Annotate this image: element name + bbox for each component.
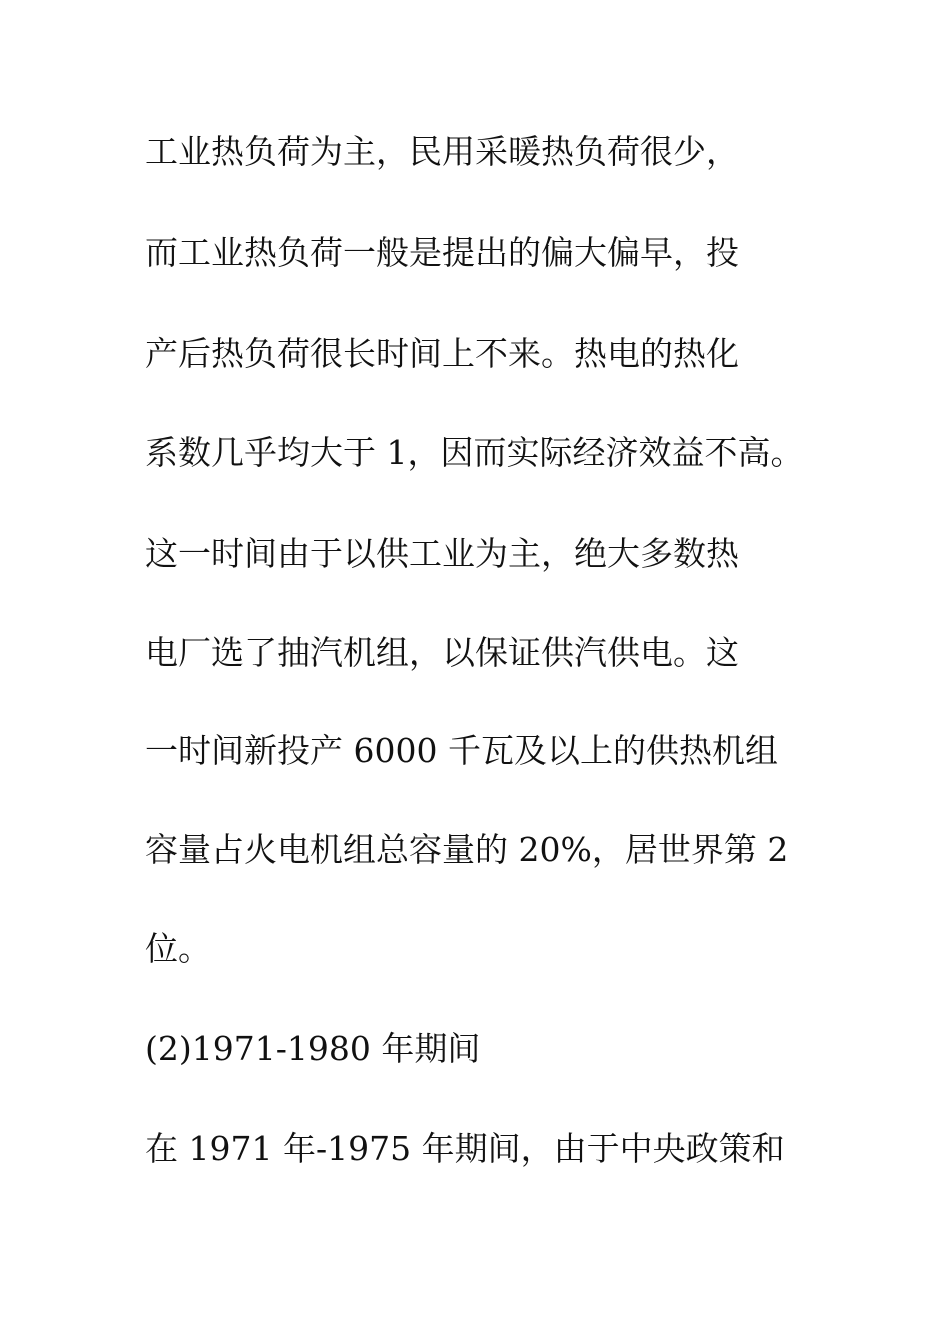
- paragraph-line: 电厂选了抽汽机组，以保证供汽供电。这: [145, 633, 739, 672]
- paragraph-line: 位。: [145, 929, 211, 968]
- paragraph-line: 这一时间由于以供工业为主，绝大多数热: [145, 534, 739, 573]
- paragraph-line: 系数几乎均大于 1，因而实际经济效益不高。: [145, 433, 804, 472]
- paragraph-line: 而工业热负荷一般是提出的偏大偏早，投: [145, 233, 739, 272]
- section-heading: (2)1971-1980 年期间: [145, 1029, 481, 1068]
- paragraph-line: 工业热负荷为主，民用采暖热负荷很少，: [145, 132, 739, 171]
- paragraph-line: 一时间新投产 6000 千瓦及以上的供热机组: [145, 731, 778, 770]
- paragraph-line: 产后热负荷很长时间上不来。热电的热化: [145, 334, 739, 373]
- paragraph-line: 在 1971 年-1975 年期间，由于中央政策和: [145, 1129, 785, 1168]
- paragraph-line: 容量占火电机组总容量的 20%，居世界第 2: [145, 830, 789, 869]
